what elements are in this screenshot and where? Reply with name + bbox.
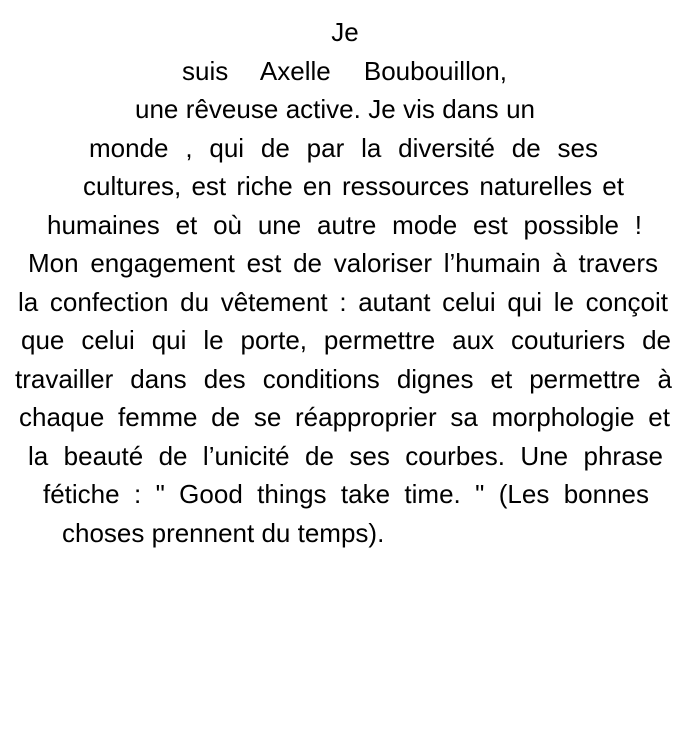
text-line: humaines et où une autre mode est possible ! [47,209,642,240]
text-line: la confection du vêtement : autant celui qui le conçoit [18,286,668,317]
text-line: choses prennent du temps). [62,517,385,548]
text-line: que celui qui le porte, permettre aux couturiers de [21,325,671,355]
text-line: cultures, est riche en ressources naturelles et [83,171,624,201]
text-line: travailler dans des conditions dignes et permettre à [15,363,672,394]
text-line: chaque femme de se réapproprier sa morphologie et [19,402,670,432]
text-line: fétiche : " Good things take time. " (Les bonnes [43,479,649,509]
text-line: suis Axelle Boubouillon, [182,55,507,86]
text-line: Mon engagement est de valoriser l’humain à travers [28,248,658,278]
text-line: Je [331,17,359,47]
text-line: monde , qui de par la diversité de ses [89,132,598,163]
text-line: une rêveuse active. Je vis dans un [135,94,535,124]
text-line: la beauté de l’unicité de ses courbes. Une phrase [28,440,663,471]
